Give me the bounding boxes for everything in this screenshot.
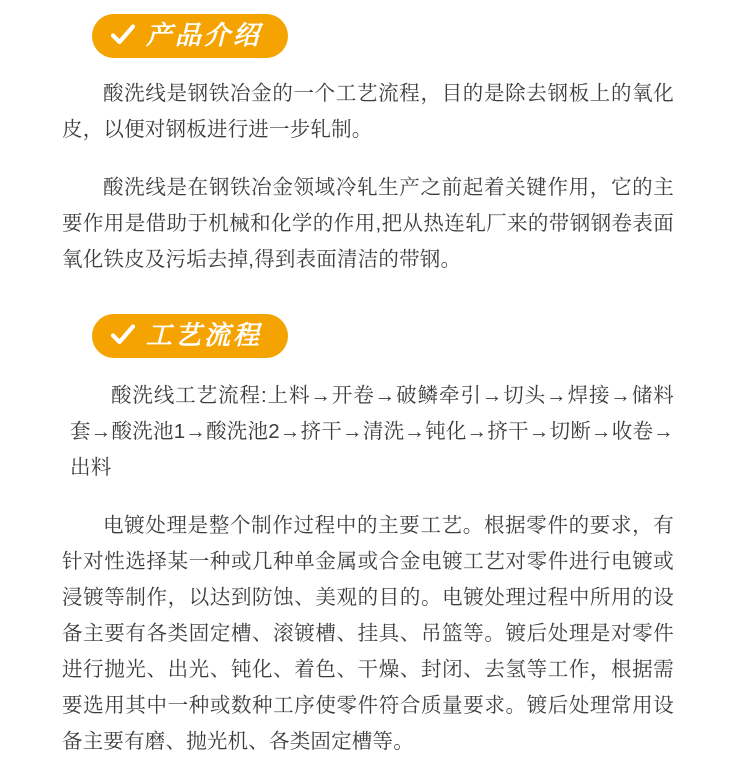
paragraph: 电镀处理是整个制作过程中的主要工艺。根据零件的要求，有针对性选择某一种或几种单金属或合金电镀工艺对零件进行电镀或浸镀等制作，以达到防蚀、美观的目的。电镀处理过程中所用的设备主要有各类固定槽、滚镀槽、挂具、吊篮等。镀后处理是对零件进行抛光、出光、钝化、着色、干燥、封闭、去氢等工作，根据需要选用其中一种或数种工序使零件符合质量要求。镀后处理常用设备主要有磨、抛光机、各类固定槽等。 <box>62 514 674 753</box>
document-page <box>0 14 736 753</box>
check-icon <box>110 22 136 48</box>
paragraph: 酸洗线是在钢铁冶金领域冷轧生产之前起着关键作用，它的主要作用是借助于机械和化学的作用,把从热连轧厂来的带钢钢卷表面氧化铁皮及污垢去掉,得到表面清洁的带钢。 <box>62 176 674 271</box>
paragraph: 酸洗线是钢铁冶金的一个工艺流程，目的是除去钢板上的氧化皮，以便对钢板进行进一步轧制。 <box>62 82 674 141</box>
check-icon <box>110 322 136 348</box>
section-2-heading <box>92 314 674 358</box>
section-1-heading <box>92 14 674 58</box>
section-1-title: 产品介绍 <box>146 20 263 50</box>
section-2-body <box>62 378 674 760</box>
spacer <box>62 486 674 508</box>
process-flow-paragraph: 酸洗线工艺流程:上料→开卷→破鳞牵引→切头→焊接→储料套→酸洗池1→酸洗池2→挤干→清洗→钝化→挤干→切断→收卷→出料 <box>70 384 674 479</box>
section-2-badge <box>92 314 288 358</box>
section-2-title: 工艺流程 <box>146 320 263 350</box>
spacer <box>62 148 674 170</box>
section-1-badge <box>92 14 288 58</box>
section-1-body <box>62 76 674 278</box>
